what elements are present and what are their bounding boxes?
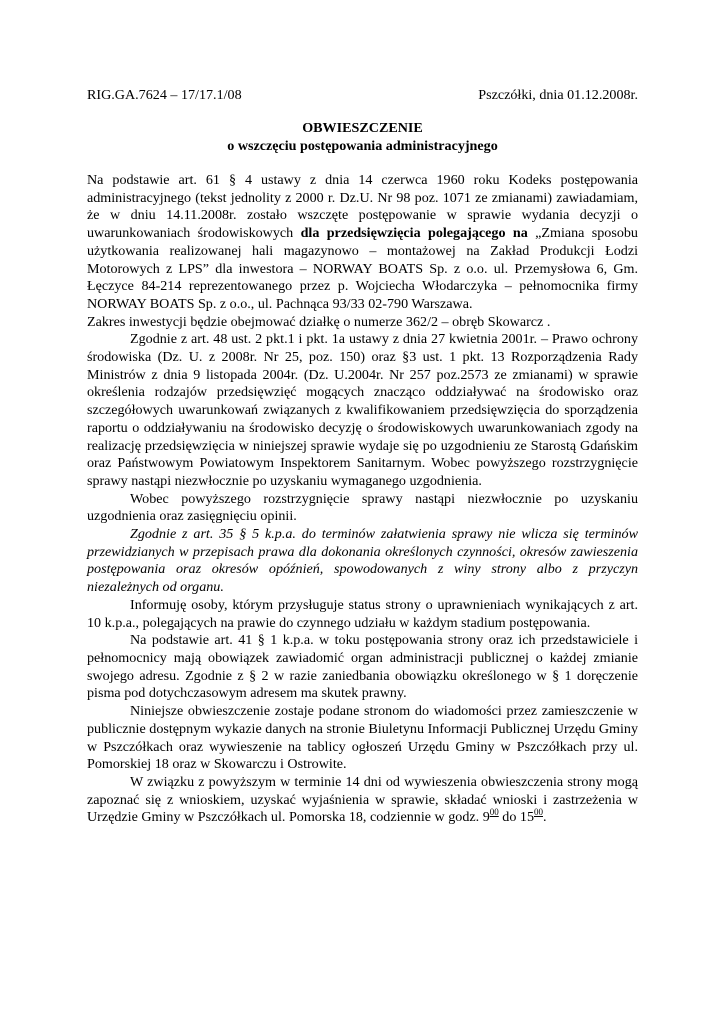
document-header (87, 87, 638, 105)
paragraph-consultation (87, 774, 638, 827)
paragraph-bold-text: dla przedsięwzięcia polegającego na (300, 225, 528, 242)
reference-number: RIG.GA.7624 – 17/17.1/08 (87, 87, 242, 103)
document-title (87, 120, 638, 155)
paragraph-scope: Zakres inwestycji będzie obejmować działkę o numerze 362/2 – obręb Skowarcz . (87, 313, 551, 330)
paragraph-environmental-law: Zgodnie z art. 48 ust. 2 pkt.1 i pkt. 1a ustawy z dnia 27 kwietnia 2001r. – Prawo ochrony środowiska (Dz. U. z 2008r. Nr 25, poz. 150) oraz §3 ust. 1 pkt. 13 Rozporządzenia Rady Ministrów z dnia 9 listopada 2004r. (Dz. U.2004r. Nr 257 poz.2573 ze zmianami) w sprawie określenia rodzajów przedsięwzięć mogących znacząco oddziaływać na środowisko oraz szczegółowych uwarunkowań związanych z kwalifikowaniem przedsięwzięcia do sporządzenia raportu o oddziaływaniu na środowisko decyzję o środowiskowych uwarunkowaniach zgody na realizację przedsięwzięcia w niniejszej sprawie wydaje się po uzgodnieniu ze Starostą Gdańskim oraz Państwowym Powiatowym Inspektorem Sanitarnym. Wobec powyższego rozstrzygnięcie sprawy nastąpi niezwłocznie po uzyskaniu wymaganego uzgodnienia. (87, 331, 638, 489)
hour-superscript: 00 (489, 807, 499, 818)
place-and-date: Pszczółki, dnia 01.12.2008r. (478, 87, 638, 103)
title-subtitle: o wszczęciu postępowania administracyjnego (227, 137, 498, 154)
paragraph-resolution: Wobec powyższego rozstrzygnięcie sprawy nastąpi niezwłocznie po uzyskaniu uzgodnienia oraz zasięgnięciu opinii. (87, 490, 638, 525)
paragraph-address-change: Na podstawie art. 41 § 1 k.p.a. w toku postępowania strony oraz ich przedstawiciele i pełnomocnicy mają obowiązek zawiadomić organ administracji publicznej o każdej zmianie swojego adresu. Zgodnie z § 2 w razie zaniedbania obowiązku określonego w § 1 doręczenie pisma pod dotychczasowym adresem ma skutek prawny. (87, 632, 638, 702)
title-main: OBWIESZCZENIE (302, 120, 423, 136)
paragraph-text: Na podstawie art. 61 § 4 ustawy z dnia 14 czerwca 1960 roku Kodeks postępowania administracyjnego (tekst jednolity z 2000 r. Dz.U. Nr 98 poz. 1071 ze zmianami) zawiadamiam, że w dniu 14.11.2008r. zostało wszczęte postępowanie w sprawie wydania decyzji o uwarunkowaniach środowiskowych (87, 172, 638, 242)
paragraph-publication: Niniejsze obwieszczenie zostaje podane stronom do wiadomości przez zamieszczenie w publicznie dostępnym wykazie danych na stronie Biuletynu Informacji Publicznej Urzędu Gminy w Pszczółkach oraz wywieszenie na tablicy ogłoszeń Urzędu Gminy w Pszczółkach przy ul. Pomorskiej 18 oraz w Skowarczu i Ostrowite. (87, 703, 638, 773)
document-page (87, 87, 638, 827)
paragraph-legal-basis (87, 172, 638, 314)
document-body (87, 172, 638, 827)
paragraph-deadlines: Zgodnie z art. 35 § 5 k.p.a. do terminów załatwienia sprawy nie wlicza się terminów przewidzianych w przepisach prawa dla dokonania określonych czynności, okresów zawieszenia postępowania oraz okresów opóźnień, spowodowanych z winy strony albo z przyczyn niezależnych od organu. (87, 526, 638, 596)
paragraph-text: W związku z powyższym w terminie 14 dni od wywieszenia obwieszczenia strony mogą zapoznać się z wnioskiem, uzyskać wyjaśnienia w sprawie, składać wnioski i zastrzeżenia w Urzędzie Gminy w Pszczółkach ul. Pomorska 18, codziennie w godz. 9 (87, 773, 638, 826)
paragraph-party-rights: Informuję osoby, którym przysługuje status strony o uprawnieniach wynikających z art. 10 k.p.a., polegających na prawie do czynnego udziału w każdym stadium postępowania. (87, 596, 638, 631)
hour-superscript: 00 (533, 807, 543, 818)
paragraph-text: . (542, 809, 547, 826)
paragraph-text: „Zmiana sposobu użytkowania realizowanej hali magazynowo – montażowej na Zakład Produkcji Łodzi Motorowych z LPS” dla inwestora – NORWAY BOATS Sp. z o.o. ul. Przemysłowa 6, Gm. Łęczyce 84-214 reprezentowanego przez p. Wojciecha Włodarczyka – pełnomocnika firmy NORWAY BOATS Sp. z o.o., ul. Pachnąca 93/33 02-790 Warszawa. (87, 225, 638, 312)
paragraph-text: do 15 (498, 809, 534, 826)
